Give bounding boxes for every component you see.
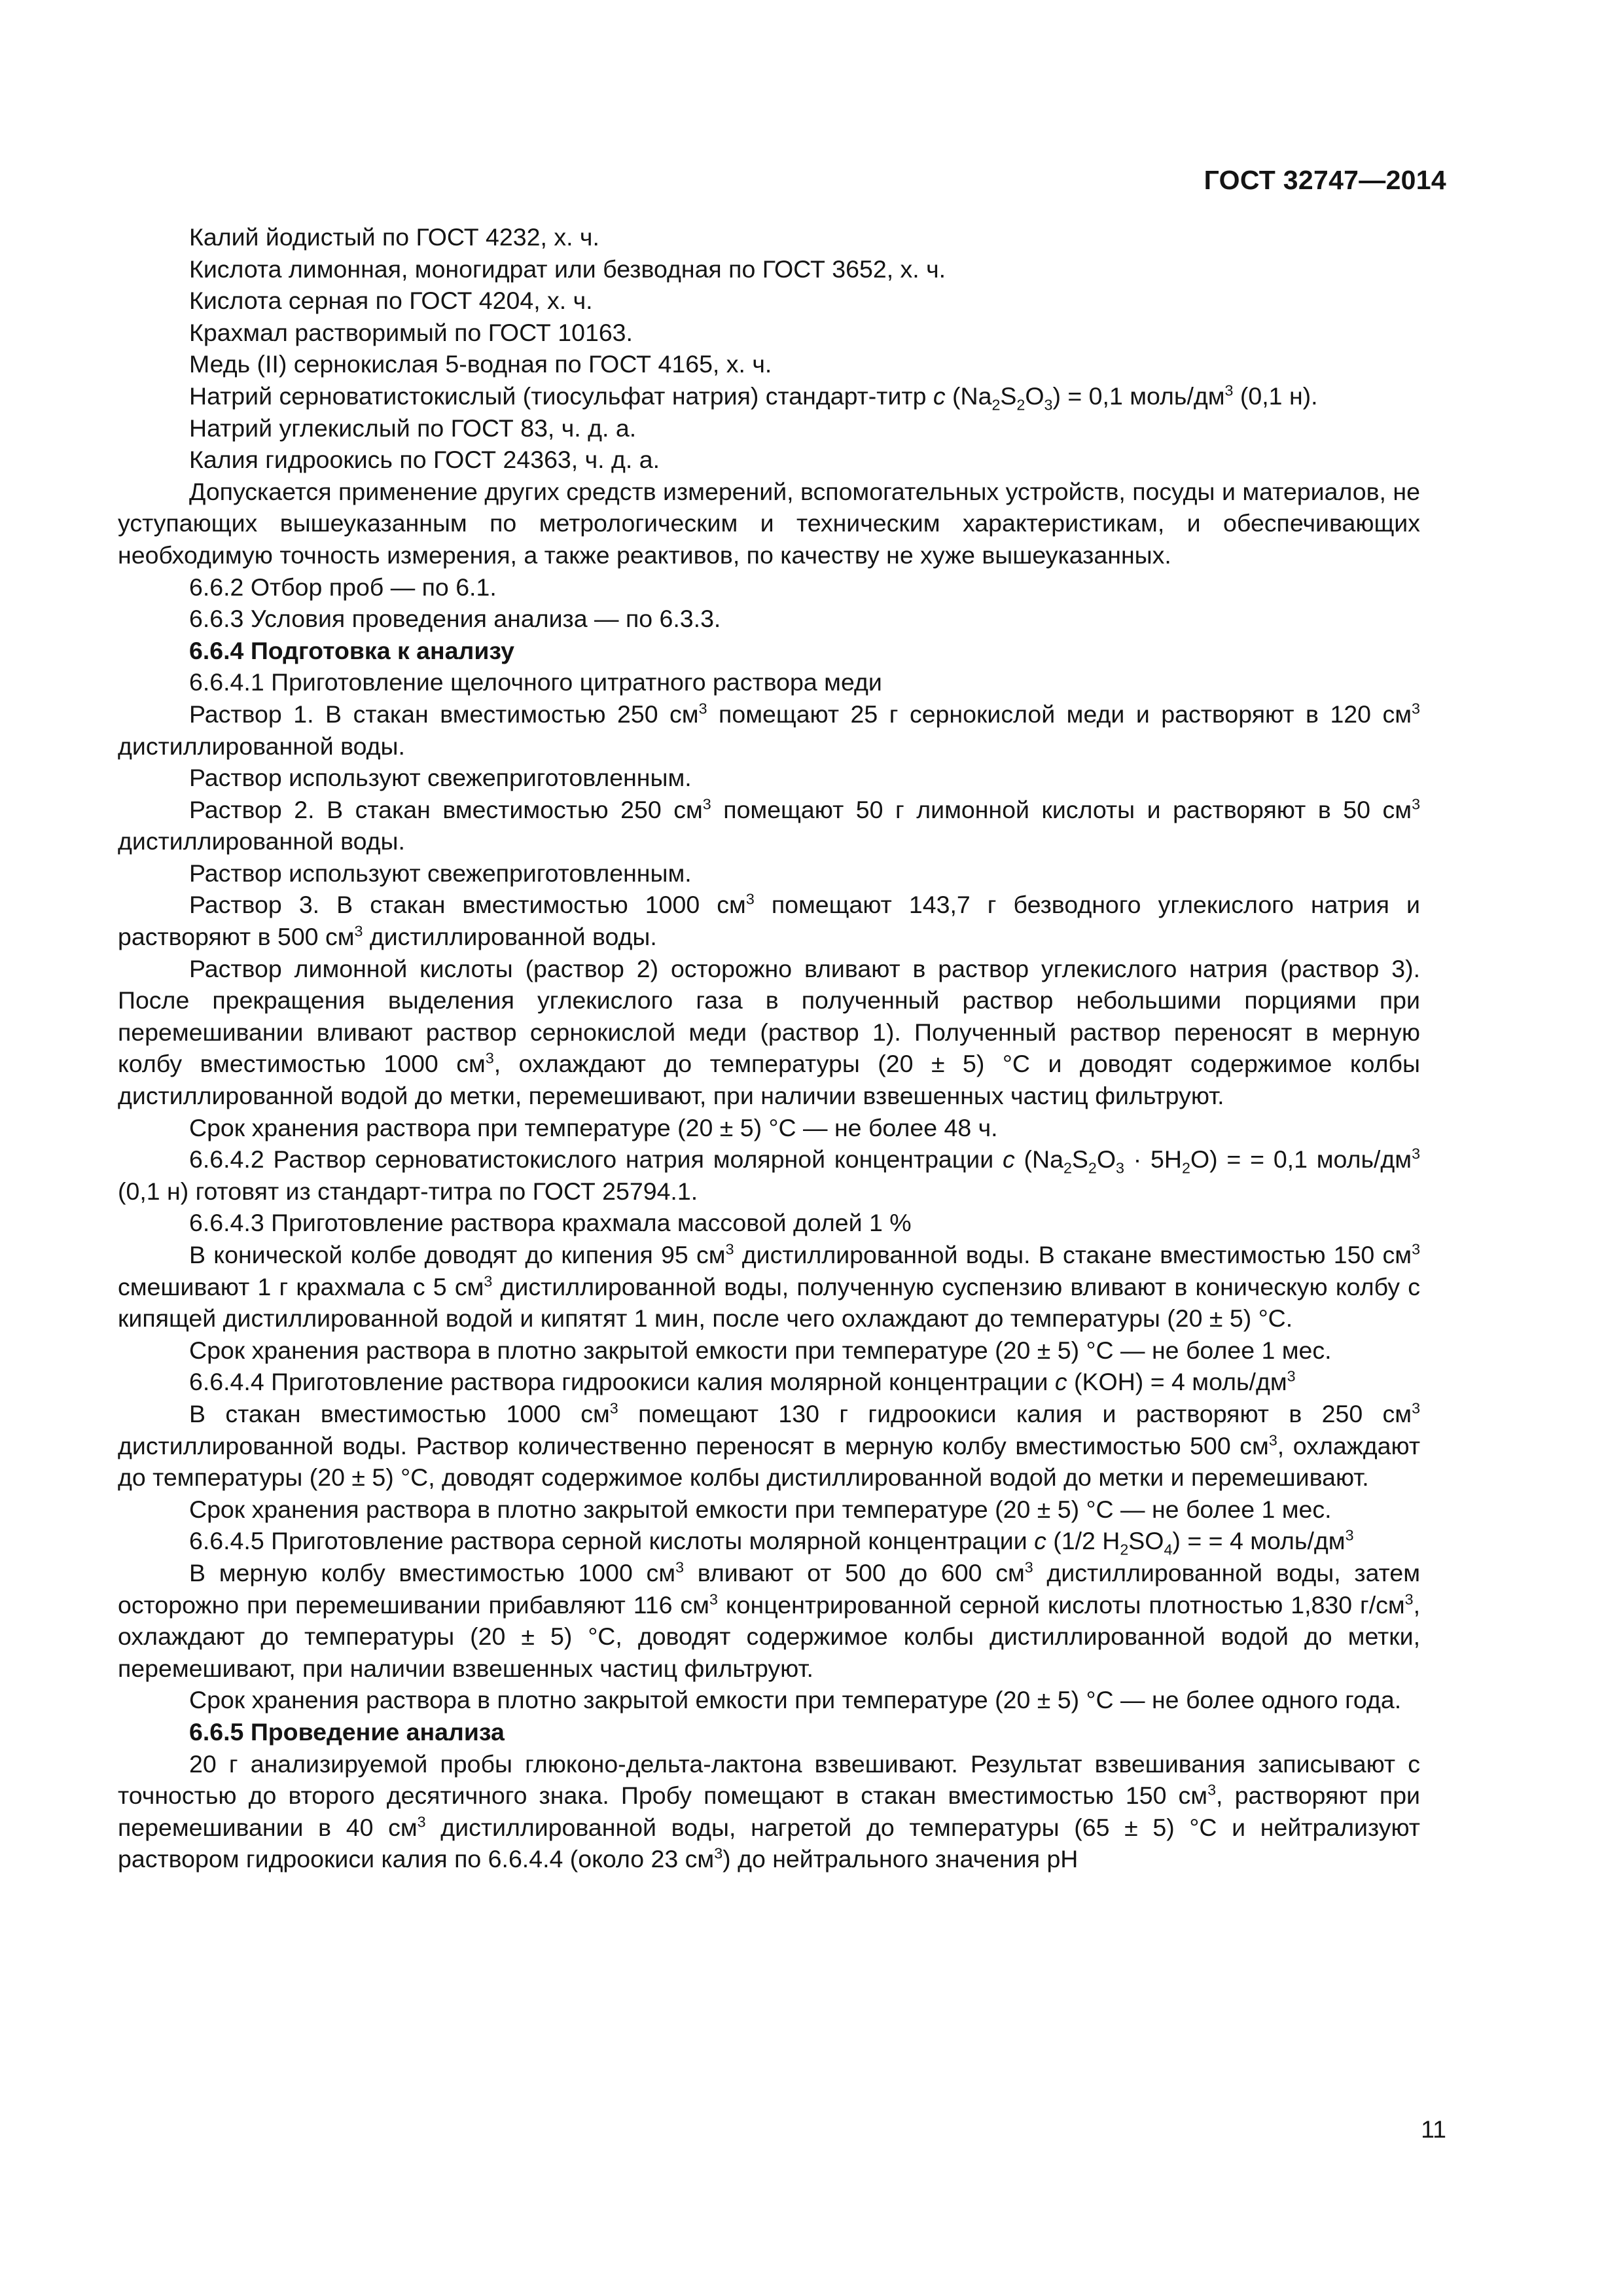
- paragraph: Крахмал растворимый по ГОСТ 10163.: [189, 318, 633, 346]
- document-header-standard-number: ГОСТ 32747—2014: [1204, 165, 1446, 195]
- paragraph: 6.6.3 Условия проведения анализа — по 6.3.3.: [189, 605, 721, 633]
- paragraph: 20 г анализируемой пробы глюконо-дельта-лактона взвешивают. Результат взвешивания записывают с точностью до второго десятичного знака. Пробу помещают в стакан вместимостью 150 $см^3$, растворяют при перемешивании в 40 $см^3$ дистиллированной воды, нагретой до температуры (65 ± 5) °С и нейтрализуют раствором гидроокиси калия по 6.6.4.4 (около 23 $см^3$) до нейтрального значения pH: [118, 1749, 1421, 1873]
- paragraph: В стакан вместимостью 1000 $см^3$ помещают 130 г гидроокиси калия и растворяют в 250 $см^3$ дистиллированной воды. Раствор количественно переносят в мерную колбу вместимостью 500 $см^3$, охлаждают до температуры (20 ± 5) °С, доводят содержимое колбы дистиллированной водой до метки и перемешивают.: [118, 1399, 1421, 1492]
- paragraph: Срок хранения раствора в плотно закрытой емкости при температуре (20 ± 5) °С — не более 1 мес.: [189, 1336, 1332, 1364]
- paragraph: Срок хранения раствора при температуре (20 ± 5) °С — не более 48 ч.: [189, 1113, 998, 1141]
- paragraph: В конической колбе доводят до кипения 95 $см^3$ дистиллированной воды. В стакане вместимостью 150 $см^3$ смешивают 1 г крахмала с 5 $см^3$ дистиллированной воды, полученную суспензию вливают в коническую колбу с кипящей дистиллированной водой и кипятят 1 мин, после чего охлаждают до температуры (20 ± 5) °С.: [118, 1240, 1420, 1333]
- paragraph: 6.6.4.1 Приготовление щелочного цитратного раствора меди: [189, 668, 882, 696]
- paragraph: Срок хранения раствора в плотно закрытой емкости при температуре (20 ± 5) °С — не более одного года.: [189, 1686, 1402, 1714]
- paragraph: Раствор 3. В стакан вместимостью 1000 $см^3$ помещают 143,7 г безводного углекислого натрия и растворяют в 500 $см^3$ дистиллированной воды.: [118, 890, 1420, 951]
- paragraph: 6.6.4.4 Приготовление раствора гидроокиси калия молярной концентрации c (KOH) = 4 моль/$дм^3$: [189, 1367, 1296, 1396]
- paragraph: Кислота серная по ГОСТ 4204, х. ч.: [189, 287, 593, 315]
- paragraph: Калия гидроокись по ГОСТ 24363, ч. д. а.: [189, 446, 660, 474]
- paragraph: Раствор 1. В стакан вместимостью 250 $см^3$ помещают 25 г сернокислой меди и растворяют в 120 $см^3$ дистиллированной воды.: [118, 700, 1420, 760]
- paragraph: Раствор используют свежеприготовленным.: [189, 859, 692, 887]
- paragraph: Раствор 2. В стакан вместимостью 250 $см^3$ помещают 50 г лимонной кислоты и растворяют в 50 $см^3$ дистиллированной воды.: [118, 795, 1420, 855]
- section-heading: 6.6.5 Проведение анализа: [189, 1717, 505, 1746]
- paragraph: 6.6.2 Отбор проб — по 6.1.: [189, 573, 497, 601]
- paragraph: Натрий углекислый по ГОСТ 83, ч. д. а.: [189, 414, 637, 442]
- paragraph: 6.6.4.3 Приготовление раствора крахмала массовой долей 1 %: [189, 1209, 912, 1237]
- paragraph: Раствор используют свежеприготовленным.: [189, 764, 692, 792]
- section-heading: 6.6.4 Подготовка к анализу: [189, 636, 514, 664]
- paragraph: 6.6.4.2 Раствор серноватистокислого натрия молярной концентрации c $(Na_2S_2O_3 \cdot 5H_2O)$ = = 0,1 моль/$дм^3$ (0,1 н) готовят из стандарт-титра по ГОСТ 25794.1.: [118, 1145, 1421, 1205]
- paragraph: 6.6.4.5 Приготовление раствора серной кислоты молярной концентрации c (1/2 $H_2SO_4$) = = 4 моль/$дм^3$: [189, 1526, 1354, 1558]
- paragraph: Раствор лимонной кислоты (раствор 2) осторожно вливают в раствор углекислого натрия (раствор 3). После прекращения выделения углекислого газа в полученный раствор небольшими порциями при перемешивании вливают раствор сернокислой меди (раствор 1). Полученный раствор переносят в мерную колбу вместимостью 1000 $см^3$, охлаждают до температуры (20 ± 5) °С и доводят содержимое колбы дистиллированной водой до метки, перемешивают, при наличии взвешенных частиц фильтруют.: [118, 954, 1420, 1110]
- paragraph: Допускается применение других средств измерений, вспомогательных устройств, посуды и материалов, не уступающих вышеуказанным по метрологическим и техническим характеристикам, и обеспечивающих необходимую точность измерения, а также реактивов, по качеству не хуже вышеуказанных.: [118, 477, 1420, 569]
- paragraph: Кислота лимонная, моногидрат или безводная по ГОСТ 3652, х. ч.: [189, 255, 946, 283]
- paragraph: Срок хранения раствора в плотно закрытой емкости при температуре (20 ± 5) °С — не более 1 мес.: [189, 1495, 1332, 1523]
- paragraph: Натрий серноватистокислый (тиосульфат натрия) стандарт-титр c $(Na_2S_2O_3) = 0,1$ моль/$дм^3$ (0,1 н).: [189, 382, 1318, 414]
- paragraph: В мерную колбу вместимостью 1000 $см^3$ вливают от 500 до 600 $см^3$ дистиллированной воды, затем осторожно при перемешивании прибавляют 116 $см^3$ концентрированной серной кислоты плотностью 1,830 $г/см^3$, охлаждают до температуры (20 ± 5) °С, доводят содержимое колбы дистиллированной водой до метки, перемешивают, при наличии взвешенных частиц фильтруют.: [118, 1558, 1421, 1682]
- paragraph: Медь (II) сернокислая 5-водная по ГОСТ 4165, х. ч.: [189, 350, 772, 378]
- document-body: [118, 221, 1420, 1875]
- paragraph: Калий йодистый по ГОСТ 4232, х. ч.: [189, 223, 599, 251]
- page-number: 11: [1421, 2115, 1446, 2143]
